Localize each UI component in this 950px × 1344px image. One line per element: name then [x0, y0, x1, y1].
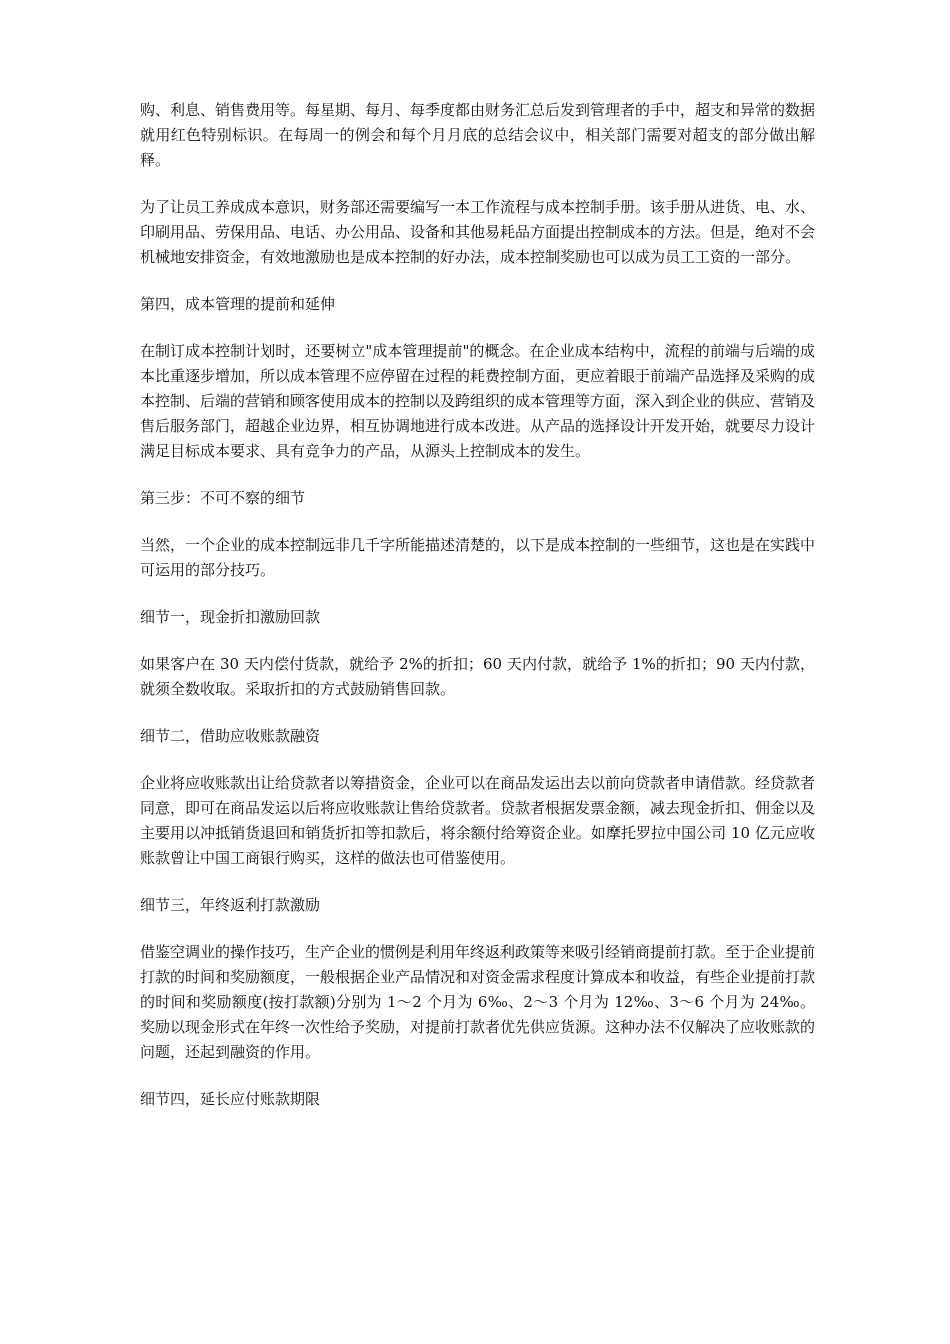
paragraph-year-end-rebate: 借鉴空调业的操作技巧，生产企业的惯例是利用年终返利政策等来吸引经销商提前打款。至于企业提前打款的时间和奖励额度，一般根据企业产品情况和对资金需求程度计算成本和收益，有些企业提前打款的时间和奖励额度(按打款额)分别为 1～2 个月为 6‰、2～3 个月为 12‰、3～6 个月为 24‰。奖励以现金形式在年终一次性给予奖励，对提前打款者优先供应货源。这种办法不仅解决了应收账款的问题，还起到融资的作用。: [140, 943, 816, 1061]
heading-detail-two: 细节二，借助应收账款融资: [140, 727, 321, 745]
document-page: [140, 98, 815, 1134]
paragraph-details-intro: 当然，一个企业的成本控制远非几千字所能描述清楚的，以下是成本控制的一些细节，这也是在实践中可运用的部分技巧。: [140, 536, 816, 579]
heading-cost-management-extension: 第四，成本管理的提前和延伸: [140, 295, 336, 313]
heading-detail-one: 细节一，现金折扣激励回款: [140, 608, 321, 626]
paragraph-cost-manual: 为了让员工养成成本意识，财务部还需要编写一本工作流程与成本控制手册。该手册从进货、电、水、印刷用品、劳保用品、电话、办公用品、设备和其他易耗品方面提出控制成本的方法。但是，绝对不会机械地安排资金，有效地激励也是成本控制的好办法，成本控制奖励也可以成为员工工资的一部分。: [140, 198, 816, 266]
paragraph-cash-discount: 如果客户在 30 天内偿付货款，就给予 2%的折扣；60 天内付款，就给予 1%的折扣；90 天内付款，就须全数收取。采取折扣的方式鼓励销售回款。: [140, 655, 815, 698]
heading-detail-four: 细节四，延长应付账款期限: [140, 1090, 321, 1108]
paragraph-cost-management-advance: 在制订成本控制计划时，还要树立"成本管理提前"的概念。在企业成本结构中，流程的前端与后端的成本比重逐步增加，所以成本管理不应停留在过程的耗费控制方面，更应着眼于前端产品选择及采购的成本控制、后端的营销和顾客使用成本的控制以及跨组织的成本管理等方面，深入到企业的供应、营销及售后服务部门，超越企业边界，相互协调地进行成本改进。从产品的选择设计开发开始，就要尽力设计满足目标成本要求、具有竞争力的产品，从源头上控制成本的发生。: [140, 342, 816, 460]
paragraph-expense-reporting: 购、利息、销售费用等。每星期、每月、每季度都由财务汇总后发到管理者的手中，超支和异常的数据就用红色特别标识。在每周一的例会和每个月月底的总结会议中，相关部门需要对超支的部分做出解释。: [140, 101, 816, 169]
heading-detail-three: 细节三，年终返利打款激励: [140, 896, 321, 914]
paragraph-receivables-financing: 企业将应收账款出让给贷款者以筹措资金，企业可以在商品发运出去以前向贷款者申请借款。经贷款者同意，即可在商品发运以后将应收账款让售给贷款者。贷款者根据发票金额，减去现金折扣、佣金以及主要用以冲抵销货退回和销货折扣等扣款后，将余额付给筹资企业。如摩托罗拉中国公司 10 亿元应收账款曾让中国工商银行购买，这样的做法也可借鉴使用。: [140, 774, 816, 867]
heading-step-three-details: 第三步：不可不察的细节: [140, 489, 306, 507]
